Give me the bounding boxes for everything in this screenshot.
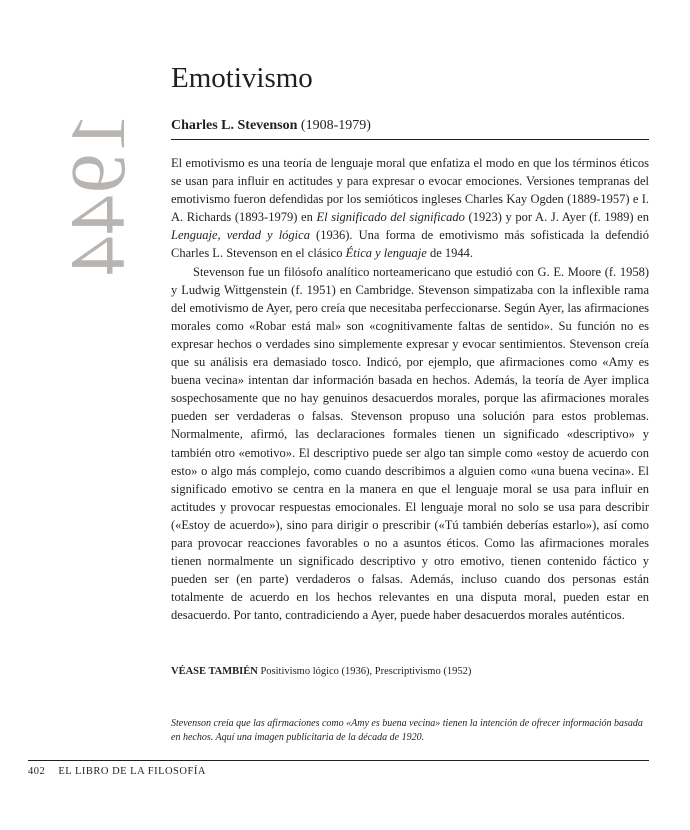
see-also-text: Positivismo lógico (1936), Prescriptivismo (1952)	[257, 666, 472, 677]
book-title: El significado del significado	[316, 210, 465, 225]
page-number: 402	[28, 766, 46, 777]
footer-divider	[28, 760, 649, 761]
see-also	[171, 666, 649, 677]
author-dates: (1908-1979)	[300, 118, 371, 133]
article-body	[171, 154, 649, 624]
page-title: Emotivismo	[171, 62, 313, 94]
author-line	[171, 118, 649, 140]
text-run: de 1944.	[426, 246, 474, 261]
text-run: (1923) y por A. J. Ayer (f. 1989) en	[464, 210, 649, 225]
paragraph	[171, 154, 649, 263]
text-run: Stevenson fue un filósofo analítico norteamericano que estudió con G. E. Moore (f. 1958) y Ludwig Wittgenstein (f. 1951) en Cambridge. Stevenson simpatizaba con la inflexible rama del emotivismo de Ayer, pero creía que necesitaba perfeccionarse. Según Ayer, las afirmaciones morales como «Robar está mal» son «cognitivamente faltas de sentido». Su función no es expresar hechos o verdades sino simplemente expresar y evocar sentimientos. Stevenson creía que su análisis era demasiado tosco. Indicó, por ejemplo, que afirmaciones como «Amy es buena vecina» intentan dar información basada en hechos. Además, la teoría de Ayer implica sospechosamente que no hay genuinos desacuerdos morales, porque las afirmaciones morales pueden ser verdaderas o falsas. Stevenson propuso una solución para estos problemas. Normalmente, afirmó, las declaraciones formales tienen un significado «descriptivo» y también otro «emotivo». El descriptivo puede ser algo tan simple como «estoy de acuerdo con esto» o algo más complejo, como cuando describimos a alguien como «una buena vecina». El significado emotivo se centra en la manera en que el lenguaje moral se usa para influir en actitudes y provocar respuestas emocionales. El lenguaje moral no solo se usa para describir («Estoy de acuerdo»), sino para dirigir o prescribir («Tú también deberías estarlo»), así como para provocar reacciones favorables o no a asuntos éticos. Como las afirmaciones morales tienen normalmente un significado descriptivo y otro emotivo, tienen contenido fáctico y pueden ser (en parte) verdaderos o falsas. Además, incluso cuando dos personas están totalmente de acuerdo en los hechos relevantes en una disputa moral, pueden estar en desacuerdo. Por tanto, contradiciendo a Ayer, puede haber desacuerdos morales auténticos.	[171, 264, 649, 623]
see-also-label: VÉASE TAMBIÉN	[171, 666, 258, 677]
year-text: 1944	[54, 113, 141, 277]
book-title-footer: EL LIBRO DE LA FILOSOFÍA	[58, 766, 206, 777]
image-caption: Stevenson creía que las afirmaciones como «Amy es buena vecina» tienen la intención de ofrecer información basada en hechos. Aquí una imagen publicitaria de la década de 1920.	[171, 718, 643, 743]
book-title: Lenguaje, verdad y lógica	[171, 228, 310, 243]
book-title: Ética y lenguaje	[345, 246, 427, 261]
paragraph	[171, 263, 649, 625]
author-name: Charles L. Stevenson	[171, 118, 298, 133]
year-marker	[54, 70, 141, 320]
text-run: (1936). Una forma de emotivismo más sofisticada la defendió Charles L. Stevenson en el clásico	[171, 228, 650, 261]
text-run: El emotivismo es una teoría de lenguaje moral que enfatiza el modo en que los términos éticos se usan para influir en actitudes y para expresar o evocar emociones. Versiones tempranas del emotivismo fueron defendidas por los semióticos ingleses Charles Kay Ogden (1889-1957) e I. A. Richards (1893-1979) en	[171, 156, 649, 225]
page-footer	[28, 766, 206, 777]
